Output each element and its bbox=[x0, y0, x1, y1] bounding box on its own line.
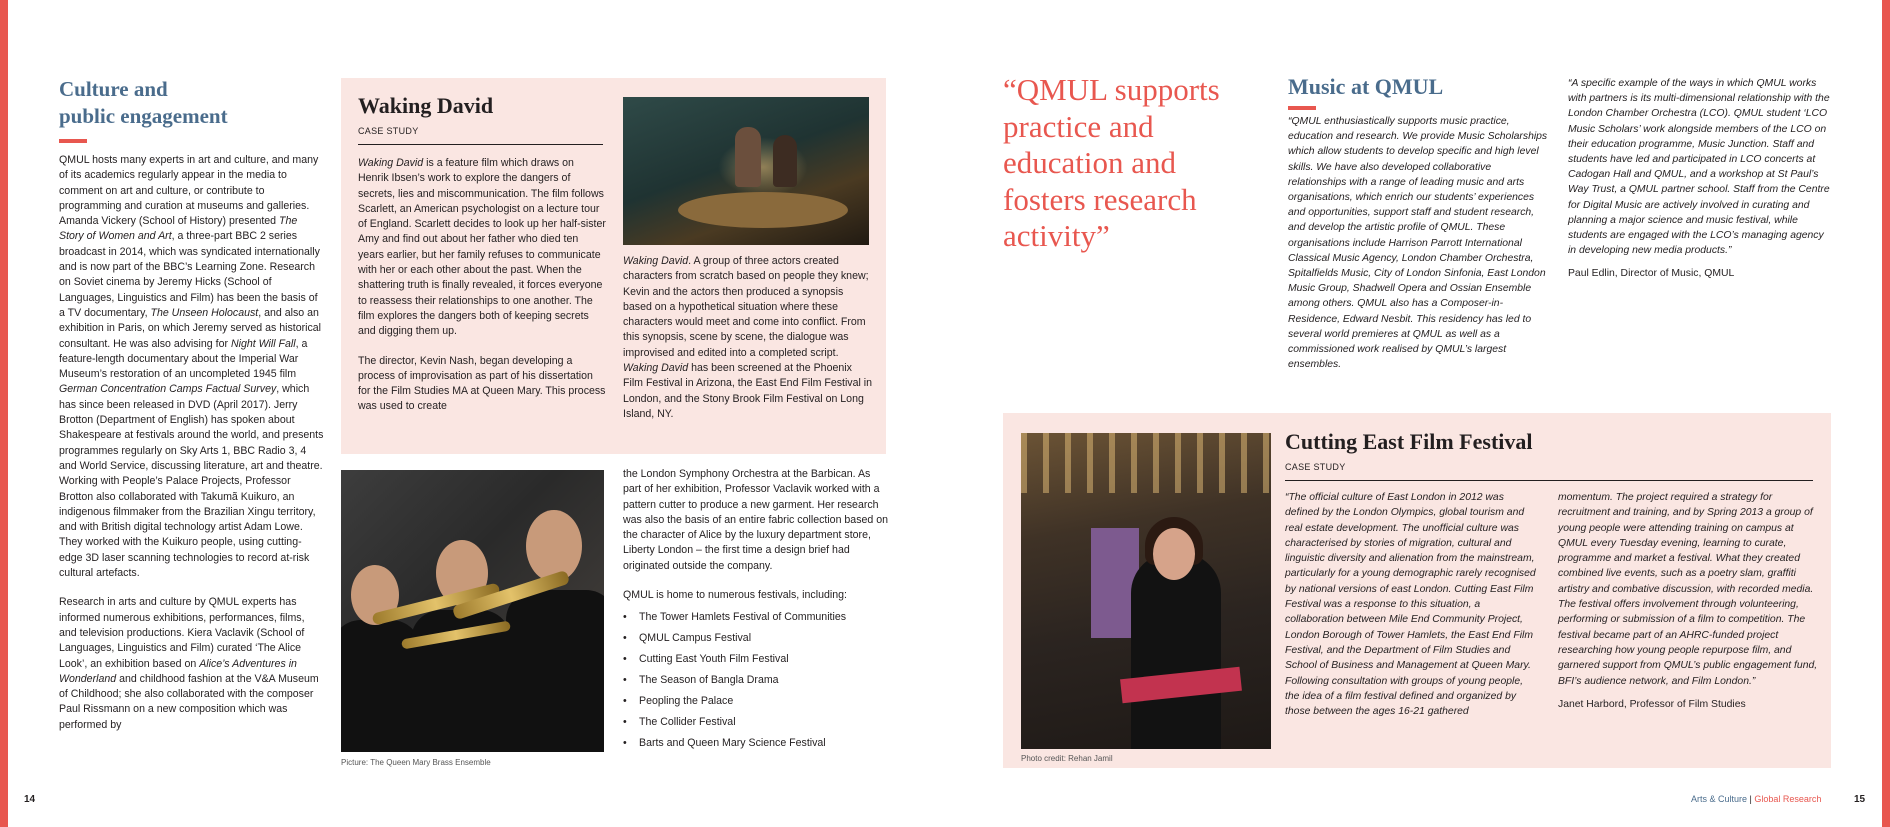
list-item: • The Season of Bangla Drama bbox=[623, 670, 889, 691]
list-item: • Cutting East Youth Film Festival bbox=[623, 649, 889, 670]
continuation-paragraph: the London Symphony Orchestra at the Barbican. As part of her exhibition, Professor Vaclavik worked with a pattern cutter to produce a new garment. Her research was also the basis of an entire fabric collection based on the character of Alice by the luxury department store, Liberty London – the first time a design brief had originated outside the company. bbox=[623, 468, 888, 572]
case-study-title: Cutting East Film Festival bbox=[1285, 429, 1533, 454]
quote-attribution: Paul Edlin, Director of Music, QMUL bbox=[1568, 268, 1735, 280]
lco-quote: “A specific example of the ways in which QMUL works with partners is its multi-dimensional relationship with the London Chamber Orchestra (LCO). QMUL student ‘LCO Music Scholars’ work alongside members of the LCO on their education programme, Music Junction. Staff and students have led and participated in LCO concerts at Cadogan Hall and QMUL, and a workshop at St Paul’s Way Trust, a QMUL partner school. Staff from the Centre for Digital Music are actively involved in curating and planning a major science and music festival, while students are engaged with the LCO’s managing agency in developing new media products.” bbox=[1568, 78, 1830, 257]
list-item: • QMUL Campus Festival bbox=[623, 628, 889, 649]
brass-ensemble-photo bbox=[341, 470, 604, 752]
breadcrumb bbox=[1691, 794, 1821, 804]
pull-quote: “QMUL supports practice and education and fosters research activity” bbox=[1003, 72, 1220, 253]
case-study-quote-continued: momentum. The project required a strategy for recruitment and training, and by Spring 2013 a group of young people were attending training on campus at QMUL every Tuesday evening, learning to curate, programme and market a festival. What they created combined live events, such as a poetry slam, graffiti artistry and combative discussion, with recorded media. The festival offers involvement through volunteering, performing or submission of a film to competition. The festival became part of an AHRC-funded project researching how young people repurpose film, and garnered support from QMUL’s public engagement fund, BFI’s audience network, and Film London.” bbox=[1558, 492, 1818, 687]
page-number-left: 14 bbox=[24, 794, 36, 805]
case-study-label: CASE STUDY bbox=[1285, 462, 1346, 472]
divider bbox=[1285, 480, 1813, 481]
case-study-title: Waking David bbox=[358, 93, 494, 118]
title-accent-rule bbox=[1288, 106, 1316, 110]
right-edge-bar bbox=[1882, 0, 1890, 827]
culture-section bbox=[59, 76, 324, 747]
divider bbox=[358, 144, 603, 145]
music-quote: “QMUL enthusiastically supports music practice, education and research. We provide Music Scholarships which allow students to develop specific and high level skills. We have also developed collaborative relationships with a range of leading music and arts organisations, which enrich our students’ experiences and opportunities, support staff and student research, and develop the artistic profile of QMUL. These organisations include Harrison Parrott International Classical Music Agency, London Chamber Orchestra, Spitalfields Music, City of London Sinfonia, East London Music Group, Shadwell Opera and Ossian Ensemble among others. QMUL also has a Composer-in-Residence, Edward Nesbit. This residency has led to several world premieres at QMUL as well as a commissioned work realised by QMUL’s largest ensembles. bbox=[1288, 116, 1548, 371]
list-item: • The Collider Festival bbox=[623, 712, 889, 733]
waking-david-photo bbox=[623, 97, 869, 245]
case-study-paragraph-1: Waking David is a feature film which draws on Henrik Ibsen’s work to explore the dangers of secrets, lies and miscommunication. The film follows Scarlett, an American psychologist on a lecture tour of England. Scarlett decides to look up her half-sister Amy and find out about her father who died ten years earlier, but her family refuses to communicate with her or each other about the past. When the shattering truth is finally revealed, it forces everyone to reassess their relationships to one another. The film explores the dangers both of keeping secrets and digging them up. bbox=[358, 157, 606, 338]
culture-paragraph-1: QMUL hosts many experts in art and culture, and many of its academics regularly appear in the media to comment on art and culture, or contribute to programming and curation at museums and galleries. Amanda Vickery (School of History) presented The Story of Women and Art, a three-part BBC 2 series broadcast in 2014, which was syndicated internationally and is now part of the BBC’s Learning Zone. Research on Soviet cinema by Jeremy Hicks (School of Languages, Linguistics and Film) has been the basis of a TV documentary, The Unseen Holocaust, and also an exhibition in Paris, on which Jeremy served as historical consultant. He was also advising for Night Will Fall, a feature-length documentary about the Imperial War Museum’s restoration of an uncompleted 1945 film German Concentration Camps Factual Survey, which has since been released in DVD (April 2017). Jerry Brotton (Department of English) has spoken about Shakespeare at festivals around the world, and presents programmes regularly on Sky Arts 1, BBC Radio 3, 4 and World Service, discussing literature, art and theatre. Working with People’s Palace Projects, Professor Brotton also collaborated with Takumã Kuikuro, an indigenous filmmaker from the Brazilian Xingu territory, and with British digital technology artist Adam Lowe. They worked with the Kuikuro people, using cutting-edge 3D laser scanning technologies to record at-risk cultural artefacts. bbox=[59, 154, 324, 580]
section-title: Music at QMUL bbox=[1288, 74, 1444, 99]
breadcrumb-section: Arts & Culture bbox=[1691, 794, 1748, 804]
page-number-right: 15 bbox=[1854, 794, 1866, 805]
case-study-label: CASE STUDY bbox=[358, 126, 419, 136]
cutting-east-case-study bbox=[1003, 413, 1831, 768]
culture-paragraph-2: Research in arts and culture by QMUL experts has informed numerous exhibitions, performances, films, and television productions. Kiera Vaclavik (School of Languages, Linguistics and Film) curated ‘The Alice Look’, an exhibition based on Alice’s Adventures in Wonderland and childhood fashion at the V&A Museum of Childhood; she also collaborated with the composer Paul Rissmann on a new composition which was performed by bbox=[59, 596, 319, 731]
photo-caption: Waking David. A group of three actors created characters from scratch based on people they knew; Kevin and the actors then produced a synopsis based on a hypothetical situation where these characters would meet and come into conflict. From this synopsis, scene by scene, the dialogue was improvised and edited into a completed script. Waking David has been screened at the Phoenix Film Festival in Arizona, the East End Film Festival in London, and the Stony Brook Film Festival on Long Island, NY. bbox=[623, 255, 873, 420]
film-festival-photo bbox=[1021, 433, 1271, 749]
photo-credit: Photo credit: Rehan Jamil bbox=[1021, 754, 1113, 763]
title-accent-rule bbox=[59, 139, 87, 143]
festivals-intro: QMUL is home to numerous festivals, including: bbox=[623, 589, 847, 602]
waking-david-case-study bbox=[341, 78, 886, 454]
music-section bbox=[1288, 74, 1550, 372]
list-item: • Barts and Queen Mary Science Festival bbox=[623, 733, 889, 754]
list-item: • The Tower Hamlets Festival of Communities bbox=[623, 607, 889, 628]
case-study-paragraph-2: The director, Kevin Nash, began developing a process of improvisation as part of his dissertation for the Film Studies MA at Queen Mary. This process was used to create bbox=[358, 354, 606, 413]
left-edge-bar bbox=[0, 0, 8, 827]
section-title: Culture and public engagement bbox=[59, 77, 228, 128]
case-study-body bbox=[358, 156, 606, 429]
lco-quote-section bbox=[1568, 76, 1830, 282]
festivals-list bbox=[623, 607, 889, 754]
list-item: • Peopling the Palace bbox=[623, 691, 889, 712]
quote-attribution: Janet Harbord, Professor of Film Studies bbox=[1558, 698, 1746, 710]
breadcrumb-current: Global Research bbox=[1754, 794, 1822, 804]
case-study-column-2 bbox=[1558, 490, 1818, 712]
case-study-column-1: “The official culture of East London in 2012 was defined by the London Olympics, global tourism and real estate development. The unofficial culture was characterised by stories of migration, cultural and linguistic diversity and alienation from the mainstream, particularly for a young demographic rarely recognised by national versions of east London. Cutting East Film Festival was a response to this situation, a collaboration between Mile End Community Project, London Borough of Tower Hamlets, the East End Film Festival, and the Department of Film Studies and School of Business and Management at Queen Mary. Following consultation with groups of young people, the idea of a film festival defined and organized by those between the ages 16-21 gathered bbox=[1285, 492, 1536, 718]
breadcrumb-separator: | bbox=[1747, 794, 1755, 804]
festivals-section bbox=[623, 467, 889, 754]
culture-body bbox=[59, 153, 324, 733]
photo-caption: Picture: The Queen Mary Brass Ensemble bbox=[341, 758, 491, 767]
